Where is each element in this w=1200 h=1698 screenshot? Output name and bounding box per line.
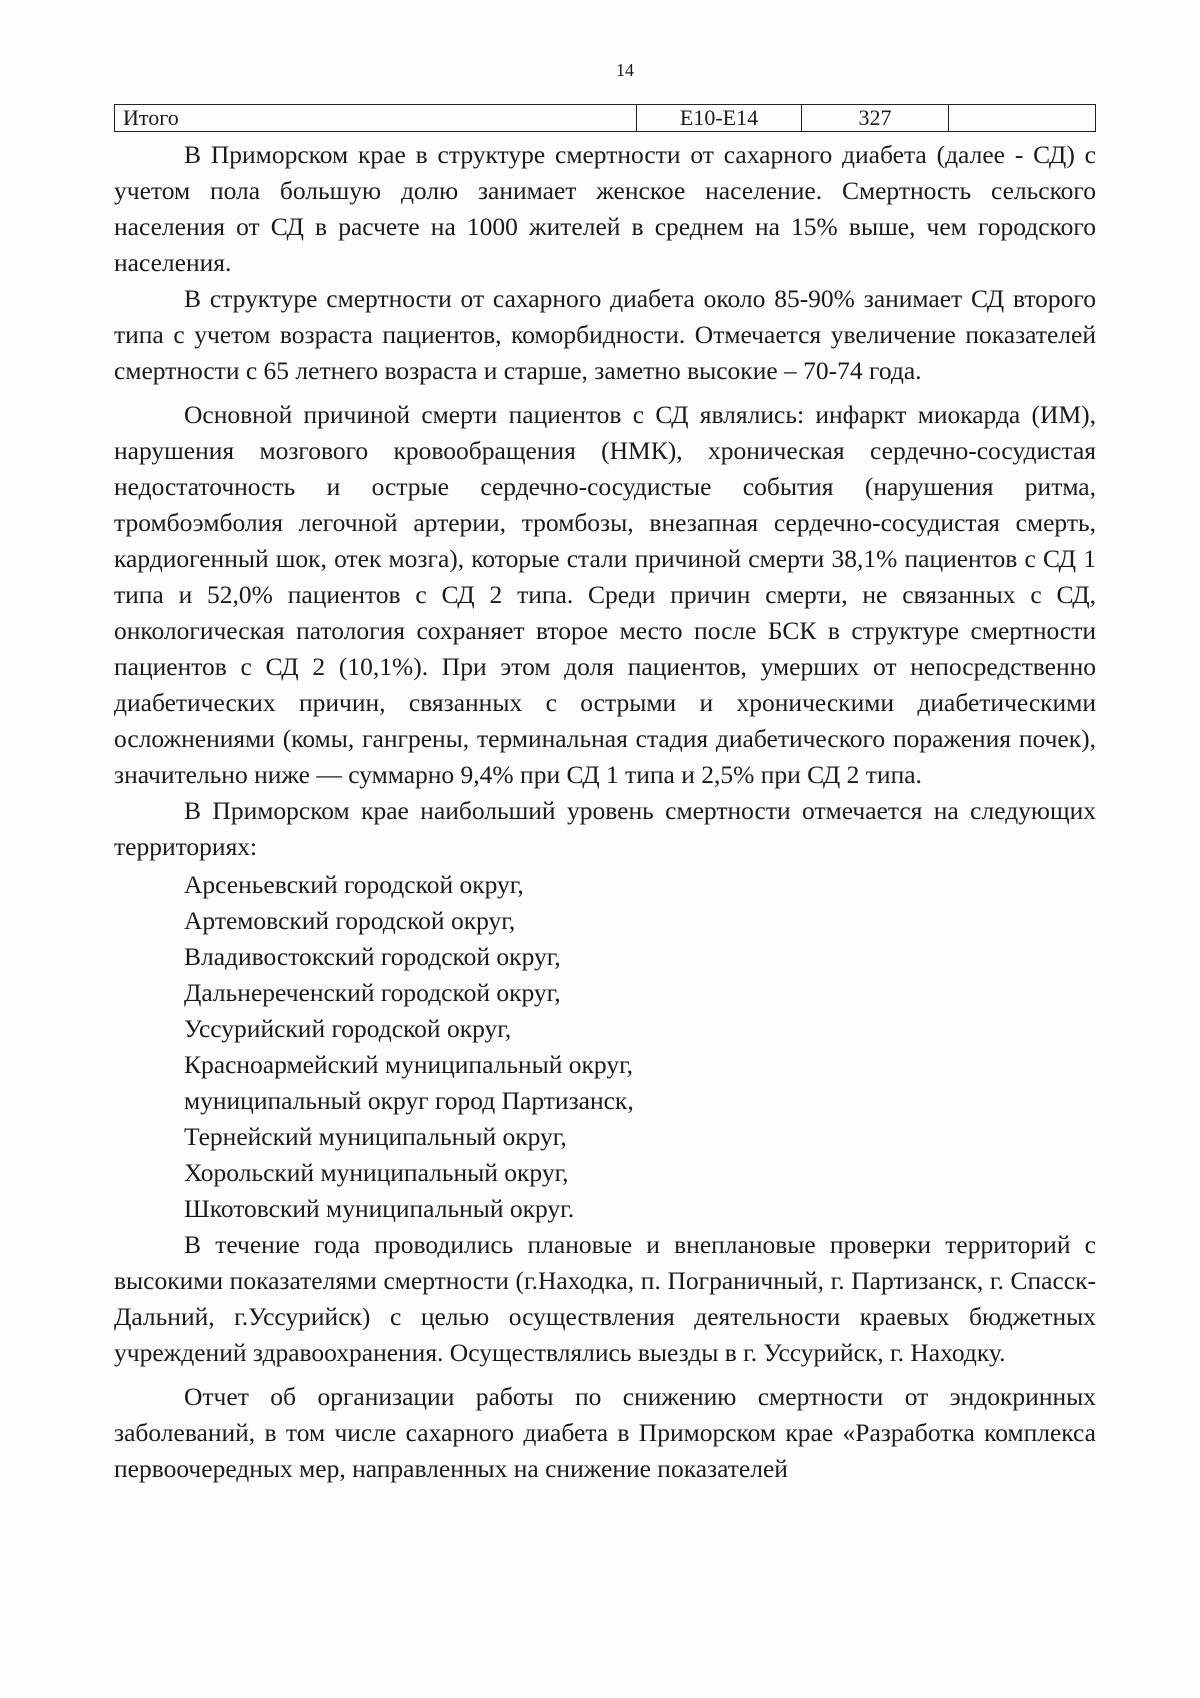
list-item: Уссурийский городской округ, [184, 1014, 512, 1043]
list-item: Шкотовский муниципальный округ. [184, 1194, 575, 1223]
summary-extra-cell [949, 105, 1096, 132]
paragraph-report: Отчет об организации работы по снижению смертности от эндокринных заболеваний, в том числе сахарного диабета в Приморском крае «Разработка комплекса первоочередных мер, направленных на снижение показателей [114, 1382, 1096, 1483]
paragraph-mortality-structure: В Приморском крае в структуре смертности от сахарного диабета (далее - СД) с учетом пола большую долю занимает женское население. Смертность сельского населения от СД в расчете на 1000 жителей в среднем на 15% выше, чем городского населения. [114, 140, 1096, 277]
list-item: Хорольский муниципальный округ, [184, 1158, 569, 1187]
summary-label-cell: Итого [115, 105, 637, 132]
page-number: 14 [616, 60, 634, 80]
district-list [114, 867, 1096, 1227]
list-item: муниципальный округ город Партизанск, [184, 1086, 634, 1115]
paragraph-causes-of-death: Основной причиной смерти пациентов с СД являлись: инфаркт миокарда (ИМ), нарушения мозгового кровообращения (НМК), хроническая сердечно-сосудистая недостаточность и острые сердечно-сосудистые события (нарушения ритма, тромбоэмболия легочной артерии, тромбозы, внезапная сердечно-сосудистая смерть, кардиогенный шок, отек мозга), которые стали причиной смерти 38,1% пациентов с СД 1 типа и 52,0% пациентов с СД 2 типа. Среди причин смерти, не связанных с СД, онкологическая патология сохраняет второе место после БСК в структуре смертности пациентов с СД 2 (10,1%). При этом доля пациентов, умерших от непосредственно диабетических причин, связанных с острыми и хроническими диабетическими осложнениями (комы, гангрены, терминальная стадия диабетического поражения почек), значительно ниже — суммарно 9,4% при СД 1 типа и 2,5% при СД 2 типа. [114, 400, 1096, 789]
list-item: Красноармейский муниципальный округ, [184, 1050, 634, 1079]
body-text [114, 137, 1096, 1487]
paragraph-territories-intro: В Приморском крае наибольший уровень смертности отмечается на следующих территориях: [114, 796, 1096, 861]
list-item: Тернейский муниципальный округ, [184, 1122, 567, 1151]
paragraph-inspections: В течение года проводились плановые и внеплановые проверки территорий с высокими показателями смертности (г.Находка, п. Пограничный, г. Партизанск, г. Спасск-Дальний, г.Уссурийск) с целью осуществления деятельности краевых бюджетных учреждений здравоохранения. Осуществлялись выезды в г. Уссурийск, г. Находку. [114, 1230, 1096, 1367]
paragraph-diabetes-type-2: В структуре смертности от сахарного диабета около 85-90% занимает СД второго типа с учетом возраста пациентов, коморбидности. Отмечается увеличение показателей смертности с 65 летнего возраста и старше, заметно высокие – 70-74 года. [114, 284, 1096, 385]
summary-count-cell: 327 [802, 105, 949, 132]
summary-table [114, 104, 1096, 132]
table-row [115, 105, 1096, 132]
list-item: Дальнереченский городской округ, [184, 978, 561, 1007]
list-item: Владивостокский городской округ, [184, 942, 561, 971]
summary-codes-cell: E10-E14 [637, 105, 802, 132]
list-item: Арсеньевский городской округ, [184, 870, 524, 899]
list-item: Артемовский городской округ, [184, 906, 516, 935]
